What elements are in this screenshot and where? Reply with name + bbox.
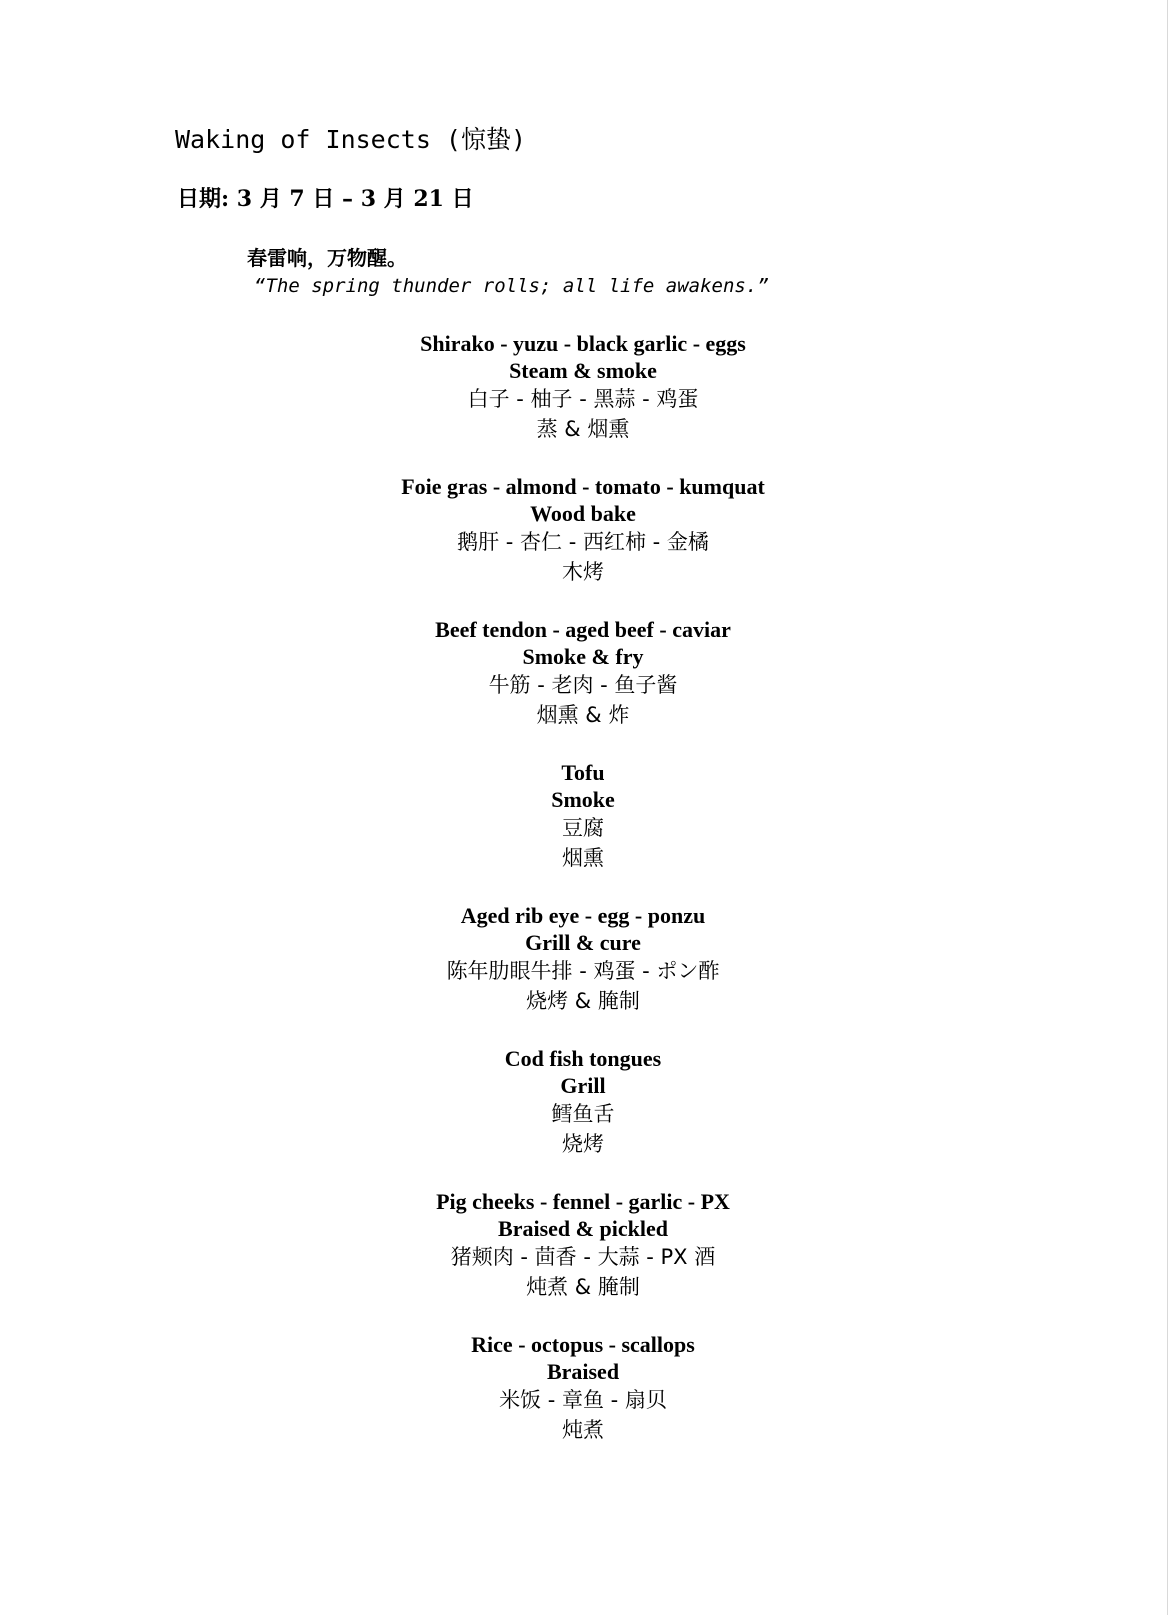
course-name-en: Foie gras - almond - tomato - kumquat [401,474,765,499]
course-method-zh: 木烤 [562,560,604,584]
course-name-zh: 米饭 - 章鱼 - 扇贝 [499,1388,667,1412]
course-name-en: Beef tendon - aged beef - caviar [435,617,731,642]
course-name-en: Cod fish tongues [504,1046,662,1071]
menu-course [283,1045,883,1188]
tasting-menu [283,330,883,1474]
course-method-en: Grill & cure [525,930,641,955]
date-range: 日期: 3 月 7 日 – 3 月 21 日 [177,186,474,212]
course-name-en: Tofu [561,760,605,785]
menu-course [283,473,883,616]
course-name-en: Shirako - yuzu - black garlic - eggs [420,331,746,356]
menu-course [283,330,883,473]
course-method-zh: 蒸 & 烟熏 [536,417,630,441]
menu-course [283,902,883,1045]
course-name-zh: 豆腐 [562,816,604,840]
document-title: Waking of Insects (惊蛰) [175,125,527,154]
course-name-zh: 鳕鱼舌 [551,1102,615,1126]
course-name-zh: 陈年肋眼牛排 - 鸡蛋 - ポン酢 [446,959,720,983]
course-method-zh: 炖煮 & 腌制 [526,1275,640,1299]
proverb-chinese: 春雷响，万物醒。 [247,246,407,270]
menu-course [283,616,883,759]
course-method-en: Braised & pickled [498,1216,668,1241]
course-method-en: Grill [560,1073,606,1098]
course-name-zh: 猪颊肉 - 茴香 - 大蒜 - PX 酒 [450,1245,716,1269]
course-method-en: Smoke [551,787,615,812]
course-name-en: Pig cheeks - fennel - garlic - PX [436,1189,730,1214]
course-name-en: Rice - octopus - scallops [471,1332,695,1357]
menu-course [283,1331,883,1474]
menu-course [283,759,883,902]
course-method-zh: 烧烤 & 腌制 [526,989,640,1013]
course-method-en: Steam & smoke [509,358,657,383]
proverb-english: “The spring thunder rolls; all life awakens.” [254,275,769,297]
course-name-zh: 鹅肝 - 杏仁 - 西红柿 - 金橘 [457,530,709,554]
course-method-zh: 烧烤 [562,1132,604,1156]
course-name-zh: 牛筋 - 老肉 - 鱼子酱 [488,673,678,697]
course-method-en: Wood bake [530,501,636,526]
course-method-zh: 烟熏 & 炸 [536,703,630,727]
course-method-en: Braised [546,1359,620,1384]
course-name-zh: 白子 - 柚子 - 黑蒜 - 鸡蛋 [467,387,699,411]
course-name-en: Aged rib eye - egg - ponzu [460,903,706,928]
course-method-zh: 炖煮 [562,1418,604,1442]
menu-course [283,1188,883,1331]
course-method-en: Smoke & fry [522,644,644,669]
course-method-zh: 烟熏 [562,846,604,870]
